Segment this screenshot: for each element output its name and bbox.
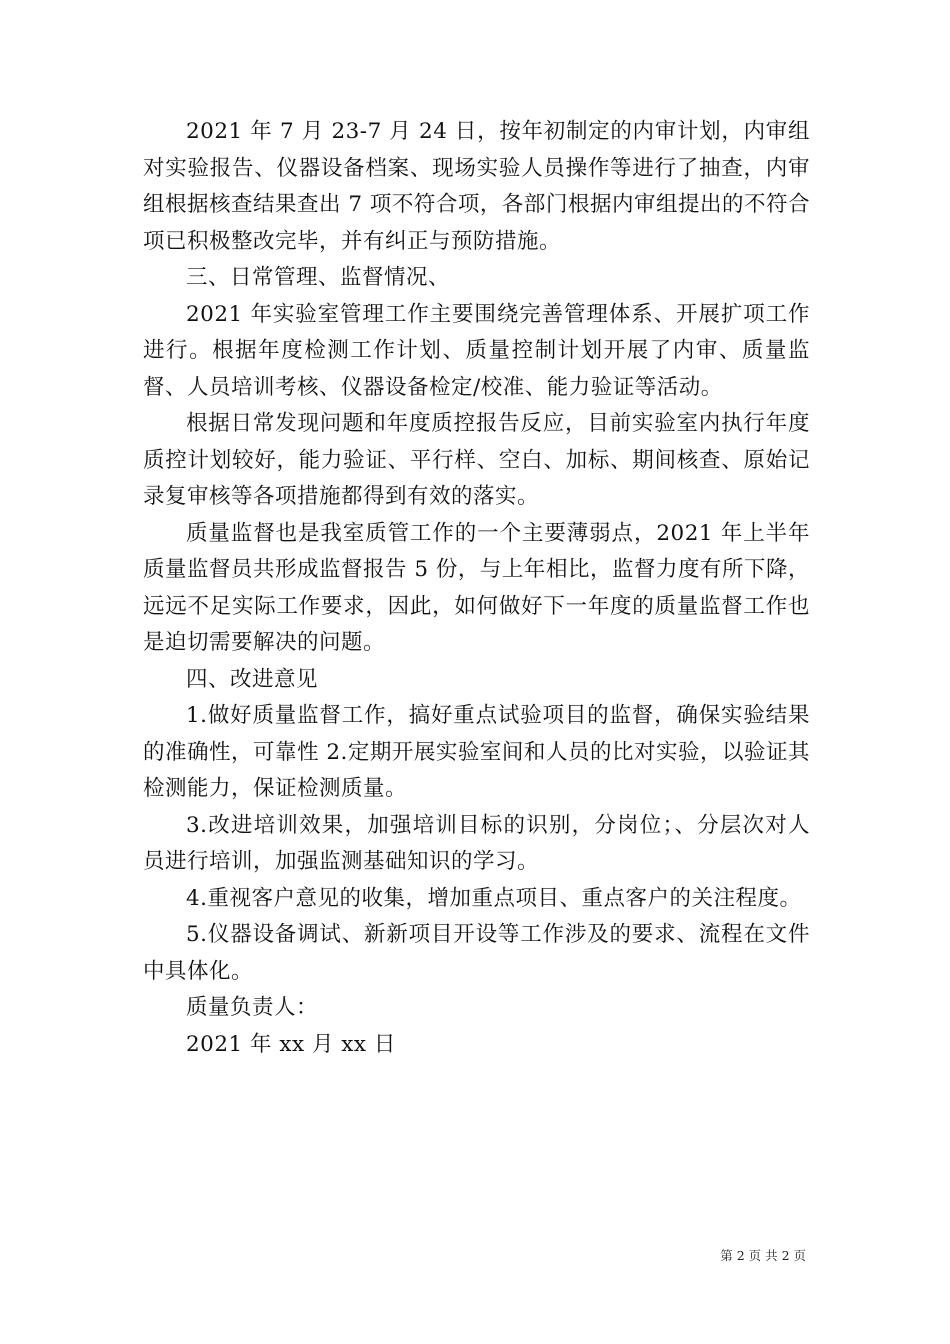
improvement-item-1-2: 1.做好质量监督工作，搞好重点试验项目的监督，确保实验结果的准确性，可靠性 2.定期开展实验室间和人员的比对实验，以验证其检测能力，保证检测质量。 bbox=[143, 703, 810, 801]
improvement-item-5: 5.仪器设备调试、新新项目开设等工作涉及的要求、流程在文件中具体化。 bbox=[143, 922, 810, 984]
heading-daily-management: 三、日常管理、监督情况、 bbox=[186, 265, 451, 290]
signature-label: 质量负责人： bbox=[186, 995, 319, 1020]
improvement-item-3: 3.改进培训效果，加强培训目标的识别，分岗位；、分层次对人员进行培训，加强监测基础知识的学习。 bbox=[143, 812, 810, 874]
heading-improvement: 四、改进意见 bbox=[186, 666, 319, 692]
paragraph-internal-audit: 2021 年 7 月 23-7 月 24 日，按年初制定的内审计划，内审组对实验报告、仪器设备档案、现场实验人员操作等进行了抽查，内审组根据核查结果查出 7 项不符合项，各部门根据内审组提出的不符合项已积极整改完毕，并有纠正与预防措施。 bbox=[143, 119, 810, 254]
signature-date: 2021 年 xx 月 xx 日 bbox=[186, 1031, 396, 1057]
paragraph-quality-supervision: 质量监督也是我室质管工作的一个主要薄弱点，2021 年上半年质量监督员共形成监督报告 5 份，与上年相比，监督力度有所下降，远远不足实际工作要求，因此，如何做好下一年度的质量监督工作也是迫切需要解决的问题。 bbox=[143, 520, 810, 655]
page-number: 第 2 页 共 2 页 bbox=[720, 1248, 806, 1263]
improvement-item-4: 4.重视客户意见的收集，增加重点项目、重点客户的关注程度。 bbox=[186, 885, 802, 911]
paragraph-quality-control: 根据日常发现问题和年度质控报告反应，目前实验室内执行年度质控计划较好，能力验证、平行样、空白、加标、期间核查、原始记录复审核等各项措施都得到有效的落实。 bbox=[143, 411, 810, 509]
document-body bbox=[143, 114, 810, 1063]
paragraph-lab-management: 2021 年实验室管理工作主要围绕完善管理体系、开展扩项工作进行。根据年度检测工作计划、质量控制计划开展了内审、质量监督、人员培训考核、仪器设备检定/校准、能力验证等活动。 bbox=[143, 301, 810, 400]
